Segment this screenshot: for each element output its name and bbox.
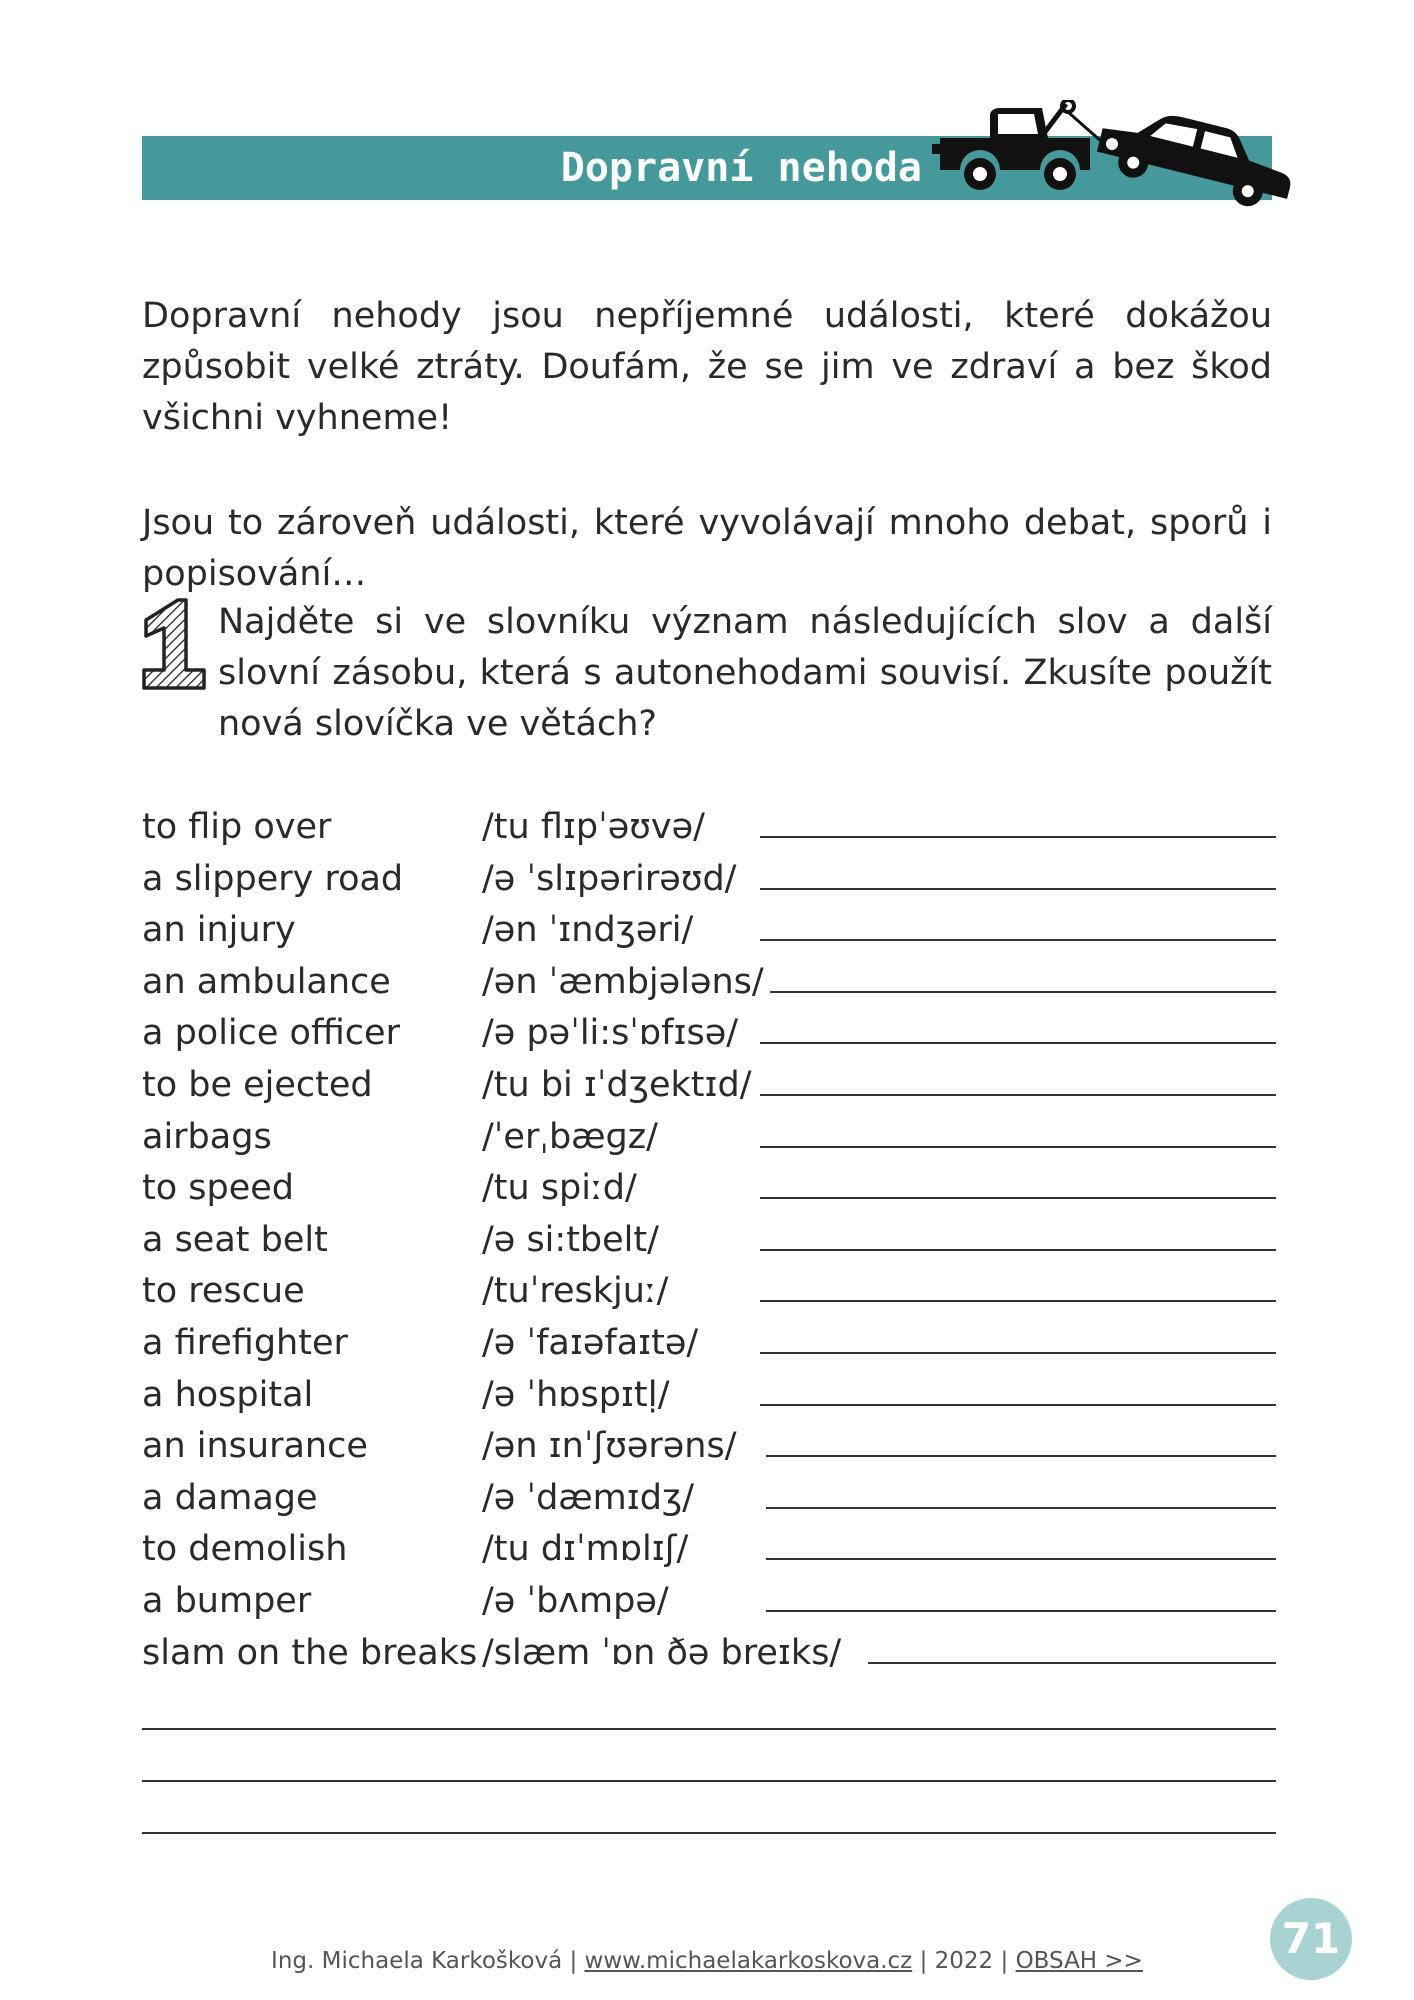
vocabulary-row — [142, 1163, 1282, 1215]
vocabulary-word: an insurance — [142, 1426, 368, 1467]
vocabulary-word: an injury — [142, 910, 296, 951]
answer-line[interactable] — [760, 1249, 1276, 1251]
intro-paragraph-2: Jsou to zároveň události, které vyvolávají mnoho debat, sporů i popisování… — [142, 503, 1272, 594]
vocabulary-word: airbags — [142, 1116, 272, 1157]
vocabulary-word: a seat belt — [142, 1219, 328, 1260]
vocabulary-pronunciation: /ə ˈfaɪəfaɪtə/ — [482, 1318, 704, 1369]
blank-writing-line[interactable] — [142, 1780, 1276, 1782]
answer-line[interactable] — [766, 1455, 1276, 1457]
footer-website-link[interactable]: www.michaelakarkoskova.cz — [584, 1948, 913, 1974]
vocabulary-word: a firefighter — [142, 1322, 348, 1363]
footer-contents-link[interactable]: OBSAH >> — [1015, 1948, 1143, 1974]
vocabulary-row — [142, 1008, 1282, 1060]
vocabulary-pronunciation: /ˈerˌbæɡz/ — [482, 1112, 664, 1163]
answer-line[interactable] — [760, 1094, 1276, 1096]
vocabulary-row — [142, 1421, 1282, 1473]
vocabulary-pronunciation: /ə ˈslɪpərirəʊd/ — [482, 854, 742, 905]
vocabulary-row — [142, 1266, 1282, 1318]
footer-author: Ing. Michaela Karkošková — [271, 1948, 563, 1974]
vocabulary-pronunciation: /ə si:tbelt/ — [482, 1215, 665, 1266]
vocabulary-word: a bumper — [142, 1580, 312, 1621]
answer-line[interactable] — [760, 939, 1276, 941]
answer-line[interactable] — [766, 1507, 1276, 1509]
vocabulary-word: a slippery road — [142, 858, 404, 899]
answer-line[interactable] — [766, 1610, 1276, 1612]
vocabulary-pronunciation: /tuˈreskjuː/ — [482, 1266, 674, 1317]
vocabulary-row — [142, 1628, 1282, 1680]
vocabulary-row — [142, 1473, 1282, 1525]
vocabulary-list — [142, 802, 1282, 1679]
vocabulary-row — [142, 1215, 1282, 1267]
vocabulary-pronunciation: /ə pəˈli:sˈɒfɪsə/ — [482, 1008, 744, 1059]
hatched-number-one-icon — [138, 596, 212, 692]
answer-line[interactable] — [868, 1662, 1276, 1664]
intro-paragraph-1: Dopravní nehody jsou nepříjemné události, které dokážou způsobit velké ztráty. Doufám, že se jim ve zdraví a bez škod všichni vyhneme! — [142, 296, 1272, 438]
answer-line[interactable] — [760, 1042, 1276, 1044]
vocabulary-pronunciation: /ən ɪnˈʃʊərəns/ — [482, 1421, 743, 1472]
vocabulary-word: a hospital — [142, 1374, 314, 1415]
vocabulary-pronunciation: /ə ˈbʌmpə/ — [482, 1576, 675, 1627]
vocabulary-row — [142, 802, 1282, 854]
vocabulary-word: to be ejected — [142, 1064, 373, 1105]
vocabulary-row — [142, 957, 1282, 1009]
vocabulary-row — [142, 905, 1282, 957]
vocabulary-word: an ambulance — [142, 961, 391, 1002]
answer-line[interactable] — [760, 1404, 1276, 1406]
vocabulary-row — [142, 854, 1282, 906]
vocabulary-pronunciation: /ə ˈdæmɪdʒ/ — [482, 1473, 700, 1524]
tow-truck-towing-car-icon — [930, 100, 1300, 210]
blank-writing-line[interactable] — [142, 1832, 1276, 1834]
vocabulary-row — [142, 1112, 1282, 1164]
footer: Ing. Michaela Karkošková | www.michaelakarkoskova.cz | 2022 | OBSAH >> — [271, 1948, 1143, 1974]
vocabulary-word: to demolish — [142, 1529, 348, 1570]
vocabulary-pronunciation: /tu dɪˈmɒlɪʃ/ — [482, 1524, 694, 1575]
vocabulary-row — [142, 1318, 1282, 1370]
vocabulary-word: slam on the breaks — [142, 1632, 478, 1673]
vocabulary-row — [142, 1576, 1282, 1628]
vocabulary-pronunciation: /ən ˈæmbjələns/ — [482, 957, 770, 1008]
vocabulary-word: to flip over — [142, 807, 332, 847]
footer-year: 2022 — [934, 1948, 994, 1974]
answer-line[interactable] — [760, 1197, 1276, 1199]
answer-line[interactable] — [760, 888, 1276, 890]
vocabulary-row — [142, 1524, 1282, 1576]
vocabulary-word: to speed — [142, 1168, 294, 1209]
exercise-instruction: Najděte si ve slovníku význam následujících slov a další slovní zásobu, která s autonehodami souvisí. Zkusíte použít nová slovíčka ve větách? — [218, 602, 1272, 744]
vocabulary-row — [142, 1370, 1282, 1422]
vocabulary-pronunciation: /ə ˈhɒspɪtḷ/ — [482, 1370, 676, 1421]
vocabulary-word: a police officer — [142, 1013, 400, 1054]
vocabulary-pronunciation: /tu bi ɪˈdʒektɪd/ — [482, 1060, 758, 1111]
vocabulary-pronunciation: /tu spiːd/ — [482, 1163, 643, 1214]
answer-line[interactable] — [760, 1146, 1276, 1148]
exercise-number: 1 — [138, 596, 139, 597]
blank-writing-line[interactable] — [142, 1728, 1276, 1730]
page-title: Dopravní nehoda — [560, 145, 922, 191]
vocabulary-word: to rescue — [142, 1271, 305, 1312]
vocabulary-pronunciation: /ən ˈɪndʒəri/ — [482, 905, 699, 956]
answer-line[interactable] — [760, 991, 1276, 993]
vocabulary-row — [142, 1060, 1282, 1112]
page-number-badge: 71 — [1270, 1898, 1352, 1980]
vocabulary-word: a damage — [142, 1477, 318, 1518]
answer-line[interactable] — [760, 1300, 1276, 1302]
vocabulary-pronunciation: /tu flɪpˈəʊvə/ — [482, 802, 711, 853]
answer-line[interactable] — [760, 1352, 1276, 1354]
vocabulary-pronunciation: /slæm ˈɒn ðə breɪks/ — [482, 1628, 847, 1679]
answer-line[interactable] — [766, 1558, 1276, 1560]
answer-line[interactable] — [760, 836, 1276, 838]
